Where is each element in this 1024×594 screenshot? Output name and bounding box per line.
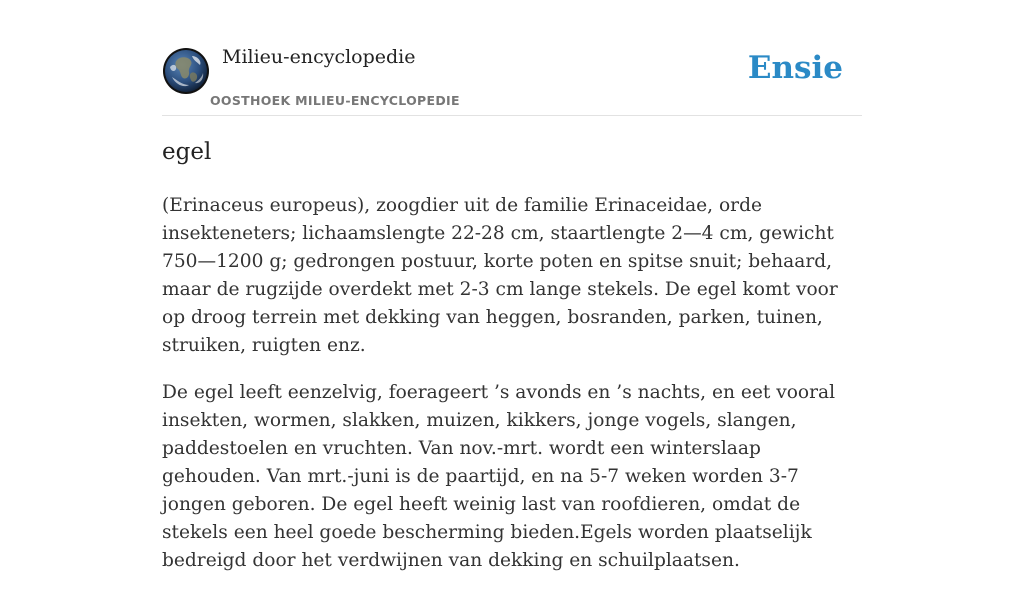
- site-title[interactable]: Milieu-encyclopedie: [222, 46, 416, 68]
- site-subtitle[interactable]: OOSTHOEK MILIEU-ENCYCLOPEDIE: [210, 93, 460, 108]
- entry-body: [162, 192, 862, 594]
- entry-title: egel: [162, 139, 212, 165]
- content-column: [162, 0, 862, 571]
- entry-paragraph: De egel leeft eenzelvig, foerageert ’s avonds en ’s nachts, en eet vooral insekten, wormen, slakken, muizen, kikkers, jonge vogels, slangen, paddestoelen en vruchten. Van nov.-mrt. wordt een winterslaap gehouden. Van mrt.-juni is de paartijd, en na 5-7 weken worden 3-7 jongen geboren. De egel heeft weinig last van roofdieren, omdat de stekels een heel goede bescherming bieden.Egels worden plaatselijk bedreigd door het verdwijnen van dekking en schuilplaatsen.: [162, 382, 836, 571]
- site-header: [162, 0, 862, 116]
- earth-globe-icon[interactable]: [162, 47, 210, 95]
- brand-logo-link[interactable]: Ensie: [747, 50, 843, 86]
- entry-paragraph: (Erinaceus europeus), zoogdier uit de familie Erinaceidae, orde insekteneters; lichaamslengte 22-28 cm, staartlengte 2—4 cm, gewicht 750—1200 g; gedrongen postuur, korte poten en spitse snuit; behaard, maar de rugzijde overdekt met 2-3 cm lange stekels. De egel komt voor op droog terrein met dekking van heggen, bosranden, parken, tuinen, struiken, ruigten enz.: [162, 195, 838, 356]
